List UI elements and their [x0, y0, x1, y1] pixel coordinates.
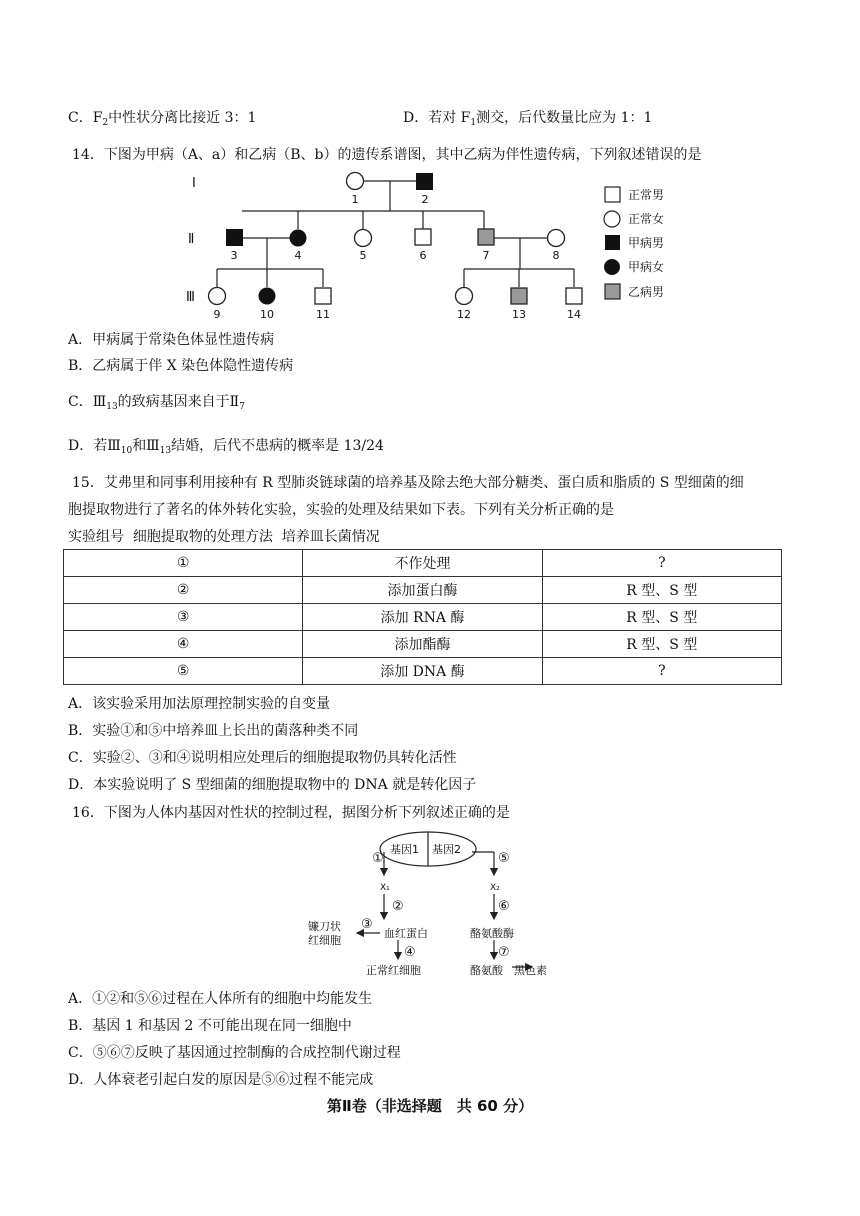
individual-7 — [478, 229, 494, 245]
q13-option-c: C．$F_2$中性状分离比接近 3：1 — [68, 110, 257, 128]
gene2-label: 基因2 — [432, 843, 461, 856]
q15-option-c: C．实验②、③和④说明相应处理后的细胞提取物仍具转化活性 — [68, 750, 457, 766]
x2-label: X₂ — [490, 883, 500, 893]
label-2: 2 — [421, 193, 429, 206]
sickle-cell-label-2: 红细胞 — [308, 934, 341, 947]
gen-label-2: Ⅱ — [188, 232, 195, 247]
legend-normal-male-icon — [605, 187, 620, 202]
legend-disease-a-male-icon — [605, 235, 620, 250]
gene-control-diagram — [300, 828, 555, 983]
q14-option-d: D．若$Ⅲ_{10}$和$Ⅲ_{13}$结婚，后代不患病的概率是 13/24 — [68, 438, 384, 456]
legend-label-disease-a-male: 甲病男 — [628, 236, 665, 250]
label-12: 12 — [457, 308, 471, 321]
q14-option-b: B．乙病属于伴 X 染色体隐性遗传病 — [68, 358, 294, 374]
step-3-label: ③ — [361, 917, 373, 932]
label-13: 13 — [512, 308, 526, 321]
table-row: ⑤ 添加 DNA 酶 ? — [64, 658, 782, 685]
q15-option-d: D．本实验说明了 S 型细菌的细胞提取物中的 DNA 就是转化因子 — [68, 777, 477, 793]
individual-10 — [259, 288, 276, 305]
q15-option-a: A．该实验采用加法原理控制实验的自变量 — [68, 696, 331, 712]
legend-label-normal-female: 正常女 — [628, 212, 665, 226]
q16-option-c: C．⑤⑥⑦反映了基因通过控制酶的合成控制代谢过程 — [68, 1045, 401, 1061]
legend-disease-b-male-icon — [605, 284, 620, 299]
table-row: ④ 添加酯酶 R 型、S 型 — [64, 631, 782, 658]
label-1: 1 — [351, 193, 359, 206]
label-9: 9 — [213, 308, 221, 321]
table-row: ③ 添加 RNA 酶 R 型、S 型 — [64, 604, 782, 631]
gen-label-3: Ⅲ — [186, 290, 195, 305]
gene1-label: 基因1 — [390, 843, 419, 856]
step-4-label: ④ — [404, 945, 416, 960]
legend-label-normal-male: 正常男 — [628, 188, 665, 202]
label-10: 10 — [260, 308, 274, 321]
tyrosinase-label: 酪氨酸酶 — [470, 927, 514, 940]
individual-9 — [209, 288, 226, 305]
pedigree-legend — [604, 187, 664, 299]
sickle-cell-label-1: 镰刀状 — [308, 920, 341, 933]
legend-label-disease-b-male: 乙病男 — [628, 285, 665, 299]
q15-table-header: 实验组号 细胞提取物的处理方法 培养皿长菌情况 — [68, 529, 380, 545]
legend-label-disease-a-female: 甲病女 — [628, 260, 665, 274]
label-6: 6 — [419, 249, 427, 262]
q14-stem: 14．下图为甲病（A、a）和乙病（B、b）的遗传系谱图，其中乙病为伴性遗传病，下列叙述错误的是 — [72, 147, 702, 163]
table-row: ① 不作处理 ? — [64, 550, 782, 577]
legend-disease-a-female-icon — [604, 259, 620, 275]
legend-normal-female-icon — [604, 211, 620, 227]
label-8: 8 — [552, 249, 560, 262]
individual-2 — [416, 173, 433, 190]
individual-1 — [347, 173, 364, 190]
label-4: 4 — [294, 249, 302, 262]
q16-option-a: A．①②和⑤⑥过程在人体所有的细胞中均能发生 — [68, 991, 373, 1007]
label-14: 14 — [567, 308, 581, 321]
q15-stem-line1: 15．艾弗里和同事利用接种有 R 型肺炎链球菌的培养基及除去绝大部分糖类、蛋白质和脂质的 S 型细菌的细 — [72, 475, 744, 491]
individual-5 — [355, 230, 372, 247]
individual-6 — [415, 229, 431, 245]
hemoglobin-label: 血红蛋白 — [384, 927, 428, 940]
q15-option-b: B．实验①和⑤中培养皿上长出的菌落种类不同 — [68, 723, 359, 739]
q16-stem: 16．下图为人体内基因对性状的控制过程，据图分析下列叙述正确的是 — [72, 805, 510, 821]
q14-option-a: A．甲病属于常染色体显性遗传病 — [68, 332, 275, 348]
step-1-label: ① — [372, 851, 384, 866]
individual-3 — [226, 229, 243, 246]
pedigree-chart — [180, 165, 665, 325]
label-7: 7 — [482, 249, 490, 262]
q16-option-d: D．人体衰老引起白发的原因是⑤⑥过程不能完成 — [68, 1072, 374, 1088]
tyrosine-label: 酪氨酸 — [470, 964, 503, 977]
q15-stem-line2: 胞提取物进行了著名的体外转化实验，实验的处理及结果如下表。下列有关分析正确的是 — [68, 502, 614, 518]
individual-4 — [290, 230, 307, 247]
step-5-label: ⑤ — [498, 851, 510, 866]
individual-13 — [511, 288, 527, 304]
normal-rbc-label: 正常红细胞 — [366, 964, 421, 977]
label-11: 11 — [316, 308, 330, 321]
melanin-label: 黑色素 — [514, 964, 547, 977]
x1-label: X₁ — [380, 883, 390, 893]
q14-option-c: C．$Ⅲ_{13}$的致病基因来自于$Ⅱ_7$ — [68, 394, 245, 412]
q13-option-d: D．若对 $F_1$测交，后代数量比应为 1：1 — [403, 110, 653, 128]
q16-option-b: B．基因 1 和基因 2 不可能出现在同一细胞中 — [68, 1018, 352, 1034]
table-row: ② 添加蛋白酶 R 型、S 型 — [64, 577, 782, 604]
q15-table — [63, 549, 782, 685]
label-3: 3 — [230, 249, 238, 262]
step-2-label: ② — [392, 899, 404, 914]
individual-14 — [566, 288, 582, 304]
label-5: 5 — [359, 249, 367, 262]
section-title: 第Ⅱ卷（非选择题 共 60 分） — [326, 1097, 534, 1115]
individual-8 — [548, 230, 565, 247]
gen-label-1: Ⅰ — [192, 176, 196, 191]
step-7-label: ⑦ — [498, 945, 510, 960]
step-6-label: ⑥ — [498, 899, 510, 914]
individual-12 — [456, 288, 473, 305]
individual-11 — [315, 288, 331, 304]
